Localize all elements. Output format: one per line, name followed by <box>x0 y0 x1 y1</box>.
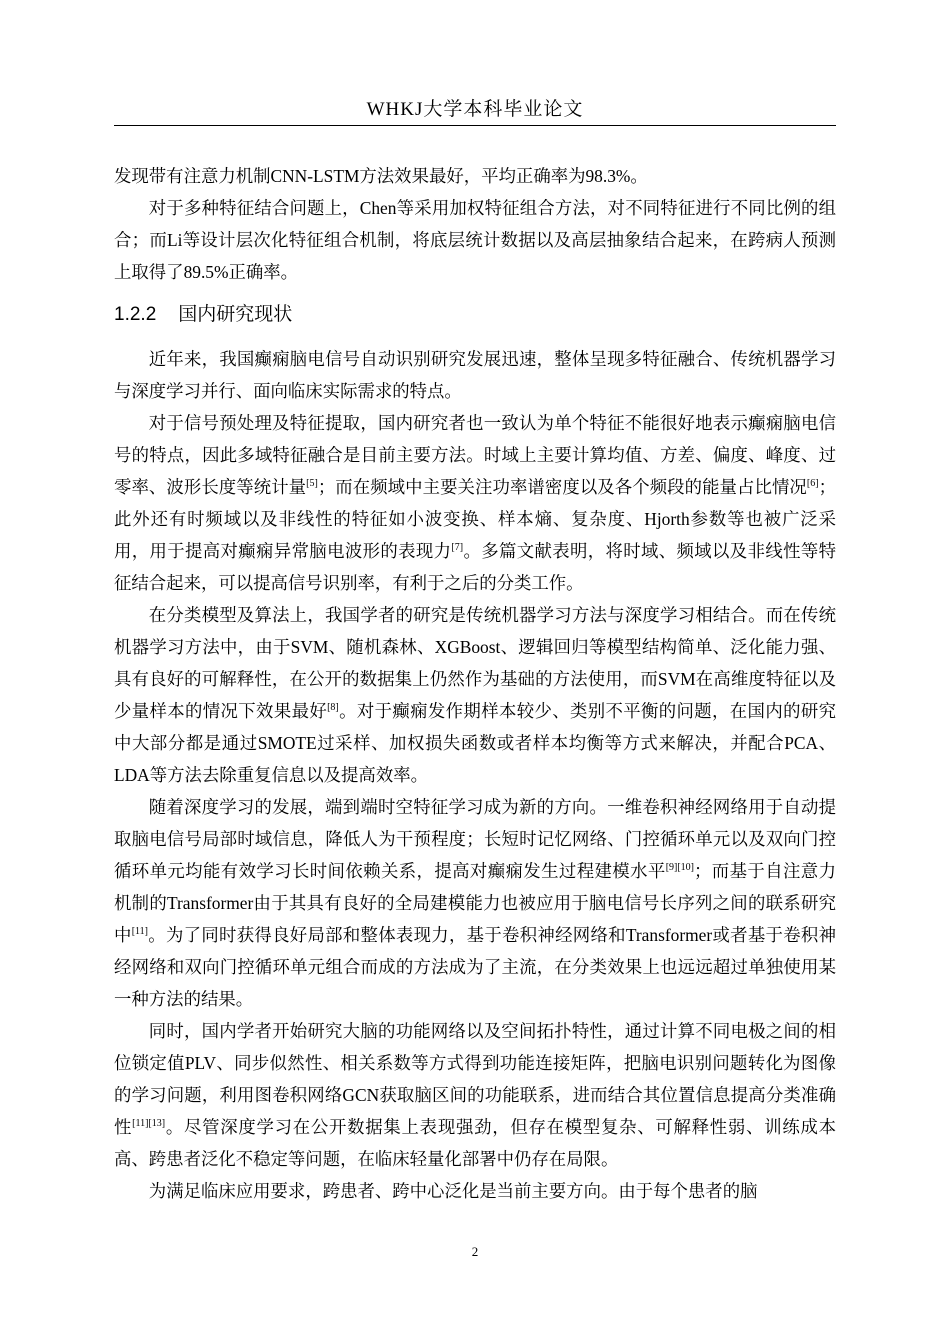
paragraph: 随着深度学习的发展，端到端时空特征学习成为新的方向。一维卷积神经网络用于自动提取脑电信号局部时域信息，降低人为干预程度；长短时记忆网络、门控循环单元以及双向门控循环单元均能有效学习长时间依赖关系，提高对癫痫发生过程建模水平[9][10]；而基于自注意力机制的Transformer由于其具有良好的全局建模能力也被应用于脑电信号长序列之间的联系研究中[11]。为了同时获得良好局部和整体表现力，基于卷积神经网络和Transformer或者基于卷积神经网络和双向门控循环单元组合而成的方法成为了主流，在分类效果上也远远超过单独使用某一种方法的结果。 <box>114 797 836 1009</box>
paragraph: 近年来，我国癫痫脑电信号自动识别研究发展迅速，整体呈现多特征融合、传统机器学习与深度学习并行、面向临床实际需求的特点。 <box>114 349 836 401</box>
citation: [7] <box>451 542 464 553</box>
section-heading <box>114 298 836 331</box>
page-footer <box>0 1244 950 1260</box>
paragraph: 对于多种特征结合问题上，Chen等采用加权特征组合方法，对不同特征进行不同比例的组合；而Li等设计层次化特征组合机制，将底层统计数据以及高层抽象结合起来，在跨病人预测上取得了89.5%正确率。 <box>114 198 836 282</box>
running-header <box>114 94 836 126</box>
paragraph: 对于信号预处理及特征提取，国内研究者也一致认为单个特征不能很好地表示癫痫脑电信号的特点，因此多域特征融合是目前主要方法。时域上主要计算均值、方差、偏度、峰度、过零率、波形长度等统计量[5]；而在频域中主要关注功率谱密度以及各个频段的能量占比情况[6]；此外还有时频域以及非线性的特征如小波变换、样本熵、复杂度、Hjorth参数等也被广泛采用，用于提高对癫痫异常脑电波形的表现力[7]。多篇文献表明，将时域、频域以及非线性等特征结合起来，可以提高信号识别率，有利于之后的分类工作。 <box>114 413 836 593</box>
body-text <box>114 160 836 1207</box>
citation: [11][13] <box>132 1118 166 1129</box>
page-number: 2 <box>471 1244 479 1259</box>
paragraph: 在分类模型及算法上，我国学者的研究是传统机器学习方法与深度学习相结合。而在传统机器学习方法中，由于SVM、随机森林、XGBoost、逻辑回归等模型结构简单、泛化能力强、具有良好的可解释性，在公开的数据集上仍然作为基础的方法使用，而SVM在高维度特征以及少量样本的情况下效果最好[8]。对于癫痫发作期样本较少、类别不平衡的问题，在国内的研究中大部分都是通过SMOTE过采样、加权损失函数或者样本均衡等方式来解决，并配合PCA、LDA等方法去除重复信息以及提高效率。 <box>114 605 836 785</box>
section-title: 国内研究现状 <box>178 303 293 325</box>
citation: [6] <box>806 478 819 489</box>
paragraph: 发现带有注意力机制CNN-LSTM方法效果最好，平均正确率为98.3%。 <box>114 166 648 186</box>
citation: [8] <box>327 702 339 713</box>
section-number: 1.2.2 <box>114 304 157 325</box>
citation: [5] <box>306 478 318 489</box>
paragraph: 为满足临床应用要求，跨患者、跨中心泛化是当前主要方向。由于每个患者的脑 <box>148 1181 758 1201</box>
header-title: WHKJ大学本科毕业论文 <box>366 99 584 120</box>
citation: [11] <box>131 926 148 937</box>
citation: [9][10] <box>665 862 695 873</box>
paragraph: 同时，国内学者开始研究大脑的功能网络以及空间拓扑特性，通过计算不同电极之间的相位锁定值PLV、同步似然性、相关系数等方式得到功能连接矩阵，把脑电识别问题转化为图像的学习问题，利用图卷积网络GCN获取脑区间的功能联系，进而结合其位置信息提高分类准确性[11][13]。尽管深度学习在公开数据集上表现强劲，但存在模型复杂、可解释性弱、训练成本高、跨患者泛化不稳定等问题，在临床轻量化部署中仍存在局限。 <box>114 1021 836 1169</box>
